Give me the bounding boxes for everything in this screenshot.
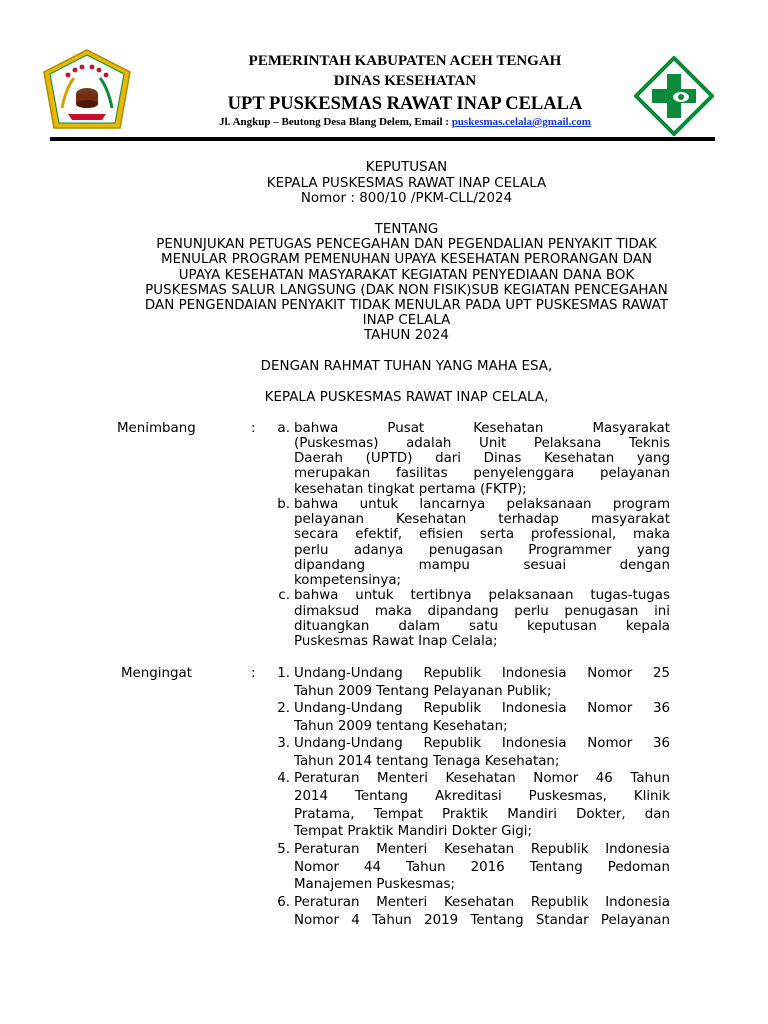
address-text: Jl. Angkup – Beutong Desa Blang Delem, Email : (219, 116, 452, 128)
mengingat-label: Mengingat (121, 666, 192, 681)
list-item-line: bahwa untuk lancarnya pelaksanaan program (294, 497, 670, 512)
letterhead-unit: UPT PUSKESMAS RAWAT INAP CELALA (227, 94, 583, 114)
mengingat-colon: : (251, 666, 256, 681)
doc-tentang: TENTANG (374, 222, 439, 237)
item-marker: 5. (277, 842, 290, 857)
subject-line: MENULAR PROGRAM PEMENUHAN UPAYA KESEHATAN PERORANGAN DAN (160, 252, 653, 267)
letterhead-agency: DINAS KESEHATAN (333, 73, 477, 89)
list-item-line: bahwa untuk tertibnya pelaksanaan tugas-tugas (294, 588, 670, 603)
list-item-line: bahwa Pusat Kesehatan Masyarakat (294, 421, 670, 436)
list-item-line: Peraturan Menteri Kesehatan Republik Indonesia (294, 842, 670, 857)
email-link[interactable]: puskesmas.celala@gmail.com (451, 116, 591, 128)
list-item-line: kesehatan tingkat pertama (FKTP); (294, 482, 527, 497)
list-item-line: pelayanan Kesehatan terhadap masyarakat (294, 512, 670, 527)
header-divider (50, 137, 715, 141)
subject-line: DAN PENGENDAIAN PENYAKIT TIDAK MENULAR PADA UPT PUSKESMAS RAWAT (144, 298, 669, 313)
item-marker: 4. (277, 771, 290, 786)
list-item-line: dituangkan dalam satu keputusan kepala (294, 619, 670, 634)
doc-issuer: KEPALA PUSKESMAS RAWAT INAP CELALA (266, 176, 547, 191)
list-item-line: Peraturan Menteri Kesehatan Nomor 46 Tahun (294, 771, 670, 786)
list-item-line: kompetensinya; (294, 573, 402, 588)
list-item-line: perlu adanya penugasan Programmer yang (294, 543, 670, 558)
list-item-line: Pratama, Tempat Praktik Mandiri Dokter, dan (294, 807, 670, 822)
list-item-line: Undang-Undang Republik Indonesia Nomor 25 (294, 666, 670, 681)
list-item-line: Daerah (UPTD) dari Dinas Kesehatan yang (294, 451, 670, 466)
item-marker: 2. (277, 701, 290, 716)
rahmat-line: DENGAN RAHMAT TUHAN YANG MAHA ESA, (260, 359, 553, 374)
list-item-line: Peraturan Menteri Kesehatan Republik Indonesia (294, 895, 670, 910)
item-marker: a. (277, 421, 290, 436)
item-marker: 3. (277, 736, 290, 751)
item-marker: b. (277, 497, 290, 512)
aceh-tengah-emblem-icon (42, 48, 132, 130)
list-item-line: Nomor 4 Tahun 2019 Tentang Standar Pelayanan (294, 913, 670, 928)
subject-line: UPAYA KESEHATAN MASYARAKAT KEGIATAN PENYEDIAAN DANA BOK (178, 268, 635, 283)
letterhead-address (150, 115, 660, 129)
item-marker: 1. (277, 666, 290, 681)
subject-line: INAP CELALA (362, 313, 451, 328)
list-item-line: Tahun 2014 tentang Tenaga Kesehatan; (294, 754, 560, 769)
menimbang-colon: : (251, 421, 256, 436)
list-item-line: Nomor 44 Tahun 2016 Tentang Pedoman (294, 860, 670, 875)
letterhead-government: PEMERINTAH KABUPATEN ACEH TENGAH (248, 53, 562, 69)
subject-year: TAHUN 2024 (363, 328, 450, 343)
item-marker: 6. (277, 895, 290, 910)
list-item-line: dimaksud maka dipandang perlu penugasan ini (294, 604, 670, 619)
subject-line: PENUNJUKAN PETUGAS PENCEGAHAN DAN PEGENDALIAN PENYAKIT TIDAK (156, 237, 657, 252)
kepala-line: KEPALA PUSKESMAS RAWAT INAP CELALA, (264, 390, 549, 405)
menimbang-label: Menimbang (117, 421, 196, 436)
list-item-line: secara efektif, efisien serta professional, maka (294, 527, 670, 542)
list-item-line: Undang-Undang Republik Indonesia Nomor 36 (294, 701, 670, 716)
list-item-line: Undang-Undang Republik Indonesia Nomor 36 (294, 736, 670, 751)
doc-type: KEPUTUSAN (365, 160, 448, 175)
subject-line: PUSKESMAS SALUR LANGSUNG (DAK NON FISIK)SUB KEGIATAN PENCEGAHAN (145, 283, 668, 298)
list-item-line: Puskesmas Rawat Inap Celala; (294, 634, 498, 649)
list-item-line: Tahun 2009 Tentang Pelayanan Publik; (294, 684, 552, 699)
list-item-line: merupakan fasilitas penyelenggara pelayanan (294, 466, 670, 481)
list-item-line: (Puskesmas) adalah Unit Pelaksana Teknis (294, 436, 670, 451)
list-item-line: dipandang mampu sesuai dengan (294, 558, 670, 573)
item-marker: c. (278, 588, 290, 603)
list-item-line: Manajemen Puskesmas; (294, 877, 455, 892)
list-item-line: Tempat Praktik Mandiri Dokter Gigi; (294, 824, 532, 839)
list-item-line: 2014 Tentang Akreditasi Puskesmas, Klinik (294, 789, 670, 804)
list-item-line: Tahun 2009 tentang Kesehatan; (294, 719, 508, 734)
doc-number: Nomor : 800/10 /PKM-CLL/2024 (300, 191, 513, 206)
